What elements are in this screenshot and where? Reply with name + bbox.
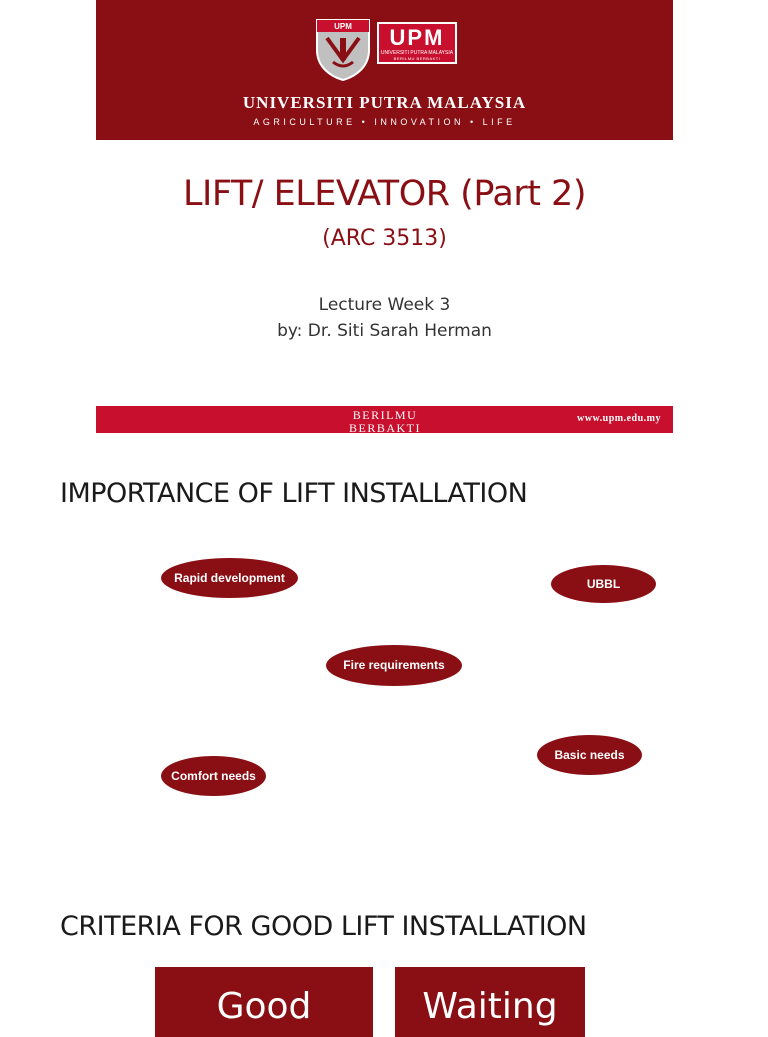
upm-shield-logo: [313, 16, 373, 82]
title-slide: [96, 0, 673, 440]
university-banner: [96, 0, 673, 140]
website-url: www.upm.edu.my: [577, 413, 661, 424]
logo-subtitle: UNIVERSITI PUTRA MALAYSIA: [380, 50, 454, 56]
lecturer-name: by: Dr. Siti Sarah Herman: [277, 321, 492, 341]
motto-main: BERILMU BERBAKTI: [349, 408, 421, 435]
node-ubbl: [551, 565, 656, 603]
criteria-box-good: Good: [155, 967, 373, 1037]
criteria-heading: CRITERIA FOR GOOD LIFT INSTALLATION: [60, 911, 587, 942]
node-comfort-needs: [161, 756, 266, 796]
node-label: Comfort needs: [171, 768, 256, 783]
node-basic-needs: [537, 735, 642, 775]
node-label: Rapid development: [174, 570, 285, 585]
node-label: UBBL: [586, 576, 621, 591]
logo-abbreviation: UPM: [389, 25, 445, 50]
motto-subtitle: WITH KNOWLEDGE WE SERVE: [339, 435, 431, 440]
shield-label: UPM: [334, 22, 352, 31]
importance-heading: IMPORTANCE OF LIFT INSTALLATION: [60, 478, 528, 509]
lecture-week: Lecture Week 3: [318, 295, 451, 315]
slide-footer: [96, 406, 673, 440]
slide-title: LIFT/ ELEVATOR (Part 2): [183, 174, 586, 214]
criteria-box-waiting: Waiting: [395, 967, 585, 1037]
logo-small-tagline: BERILMU BERBAKTI: [393, 56, 441, 61]
university-name: UNIVERSITI PUTRA MALAYSIA: [242, 93, 527, 112]
university-motto: [320, 409, 450, 441]
node-fire-requirements: [326, 645, 462, 686]
university-tagline: AGRICULTURE • INNOVATION • LIFE: [253, 117, 516, 127]
node-rapid-development: [161, 558, 298, 598]
node-label: Basic needs: [554, 747, 625, 762]
node-label: Fire requirements: [343, 658, 445, 672]
course-code: (ARC 3513): [322, 226, 447, 251]
upm-wordmark: [377, 22, 457, 64]
